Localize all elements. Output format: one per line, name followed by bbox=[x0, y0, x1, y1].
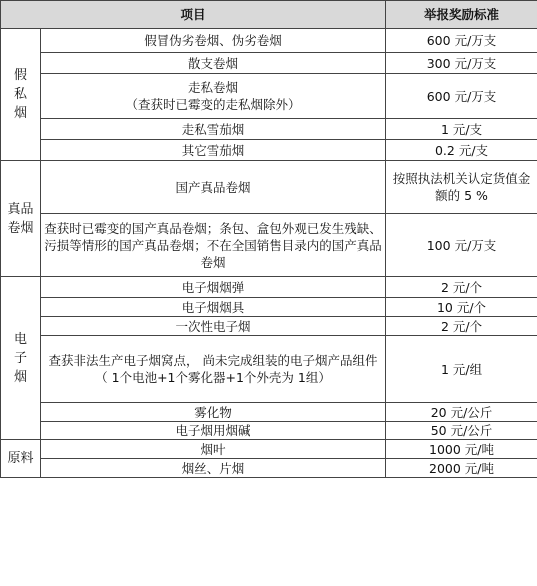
category-raw: 原料 bbox=[1, 440, 41, 478]
reward-cell: 10 元/个 bbox=[386, 298, 537, 317]
item-cell: 查获时已霉变的国产真品卷烟；条包、盒包外观已发生残缺、污损等情形的国产真品卷烟；不在全国销售目录内的国产真品卷烟 bbox=[41, 214, 386, 277]
table-row bbox=[1, 459, 537, 478]
reward-cell: 600 元/万支 bbox=[386, 74, 537, 119]
table-row bbox=[1, 403, 537, 422]
item-cell: 国产真品卷烟 bbox=[41, 161, 386, 214]
header-reward: 举报奖励标准 bbox=[386, 1, 537, 29]
table-row bbox=[1, 140, 537, 161]
item-cell: 电子烟烟弹 bbox=[41, 277, 386, 298]
header-row bbox=[1, 1, 537, 29]
reward-cell: 20 元/公斤 bbox=[386, 403, 537, 422]
item-cell: 烟丝、片烟 bbox=[41, 459, 386, 478]
item-cell: 查获非法生产电子烟窝点， 尚未完成组装的电子烟产品组件（ 1个电池+1个雾化器+1个外壳为 1组） bbox=[41, 336, 386, 403]
reward-cell: 2 元/个 bbox=[386, 317, 537, 336]
category-ecig: 电 子 烟 bbox=[1, 277, 41, 440]
item-cell: 电子烟烟具 bbox=[41, 298, 386, 317]
table-row bbox=[1, 214, 537, 277]
item-cell: 散支卷烟 bbox=[41, 53, 386, 74]
item-cell: 雾化物 bbox=[41, 403, 386, 422]
table-row bbox=[1, 277, 537, 298]
table-row bbox=[1, 53, 537, 74]
item-cell: 走私雪茄烟 bbox=[41, 119, 386, 140]
reward-cell: 100 元/万支 bbox=[386, 214, 537, 277]
table-row bbox=[1, 119, 537, 140]
reward-cell: 2 元/个 bbox=[386, 277, 537, 298]
reward-cell: 按照执法机关认定货值金额的 5 % bbox=[386, 161, 537, 214]
reward-cell: 0.2 元/支 bbox=[386, 140, 537, 161]
reward-cell: 50 元/公斤 bbox=[386, 422, 537, 440]
reward-cell: 300 元/万支 bbox=[386, 53, 537, 74]
table-row bbox=[1, 317, 537, 336]
category-fake: 假 私 烟 bbox=[1, 29, 41, 161]
table-row bbox=[1, 336, 537, 403]
item-cell: 烟叶 bbox=[41, 440, 386, 459]
table-row bbox=[1, 29, 537, 53]
item-cell: 走私卷烟 （查获时已霉变的走私烟除外） bbox=[41, 74, 386, 119]
table-row bbox=[1, 161, 537, 214]
table-row bbox=[1, 440, 537, 459]
item-cell: 假冒伪劣卷烟、伪劣卷烟 bbox=[41, 29, 386, 53]
reward-cell: 1 元/组 bbox=[386, 336, 537, 403]
category-genuine: 真品 卷烟 bbox=[1, 161, 41, 277]
reward-cell: 1000 元/吨 bbox=[386, 440, 537, 459]
item-cell: 电子烟用烟碱 bbox=[41, 422, 386, 440]
item-cell: 一次性电子烟 bbox=[41, 317, 386, 336]
reward-cell: 600 元/万支 bbox=[386, 29, 537, 53]
table-row bbox=[1, 74, 537, 119]
item-cell: 其它雪茄烟 bbox=[41, 140, 386, 161]
table-row bbox=[1, 298, 537, 317]
reward-cell: 1 元/支 bbox=[386, 119, 537, 140]
header-item: 项目 bbox=[1, 1, 386, 29]
table-row bbox=[1, 422, 537, 440]
reward-cell: 2000 元/吨 bbox=[386, 459, 537, 478]
